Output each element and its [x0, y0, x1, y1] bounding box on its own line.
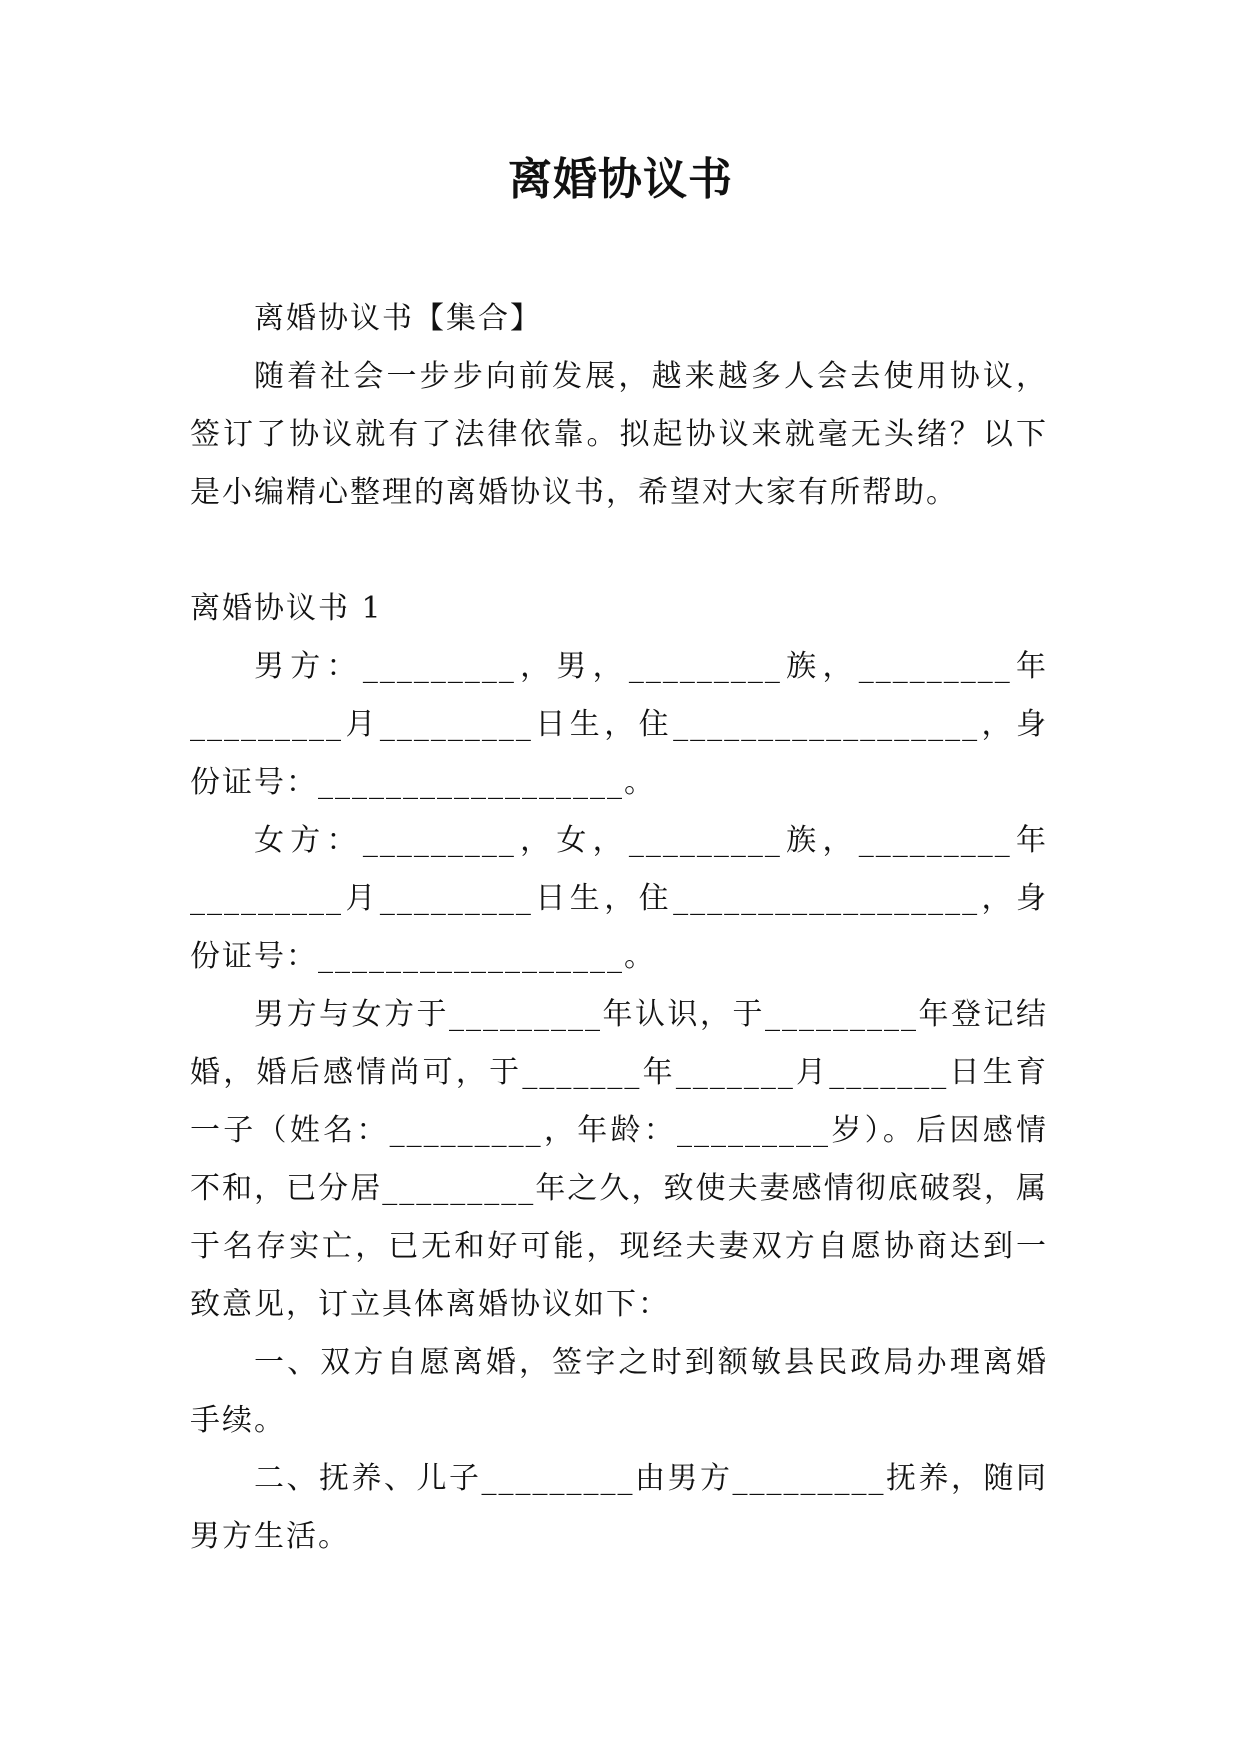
paragraph-spacer [190, 522, 1048, 580]
marriage-background-paragraph: 男方与女方于_________年认识，于_________年登记结婚，婚后感情尚可，于_______年_______月_______日生育一子（姓名：_________，年龄：_________岁）。后因感情不和，已分居_________年之久，致使夫妻感情彻底破裂，属于名存实亡，已无和好可能，现经夫妻双方自愿协商达到一致意见，订立具体离婚协议如下： [190, 997, 1048, 1322]
intro-paragraph: 随着社会一步步向前发展，越来越多人会去使用协议，签订了协议就有了法律依靠。拟起协议来就毫无头绪？以下是小编精心整理的离婚协议书，希望对大家有所帮助。 [190, 359, 1048, 510]
husband-info-paragraph: 男方：_________，男，_________族，_________年_________月_________日生，住__________________，身份证号：__________________。 [190, 649, 1048, 800]
section-heading: 离婚协议书 1 [190, 591, 383, 626]
clause-one-paragraph: 一、双方自愿离婚，签字之时到额敏县民政局办理离婚手续。 [190, 1345, 1048, 1438]
clause-two-paragraph: 二、抚养、儿子_________由男方_________抚养，随同男方生活。 [190, 1461, 1048, 1554]
document-title: 离婚协议书 [508, 154, 733, 205]
subtitle-paragraph: 离婚协议书【集合】 [254, 301, 542, 336]
wife-info-paragraph: 女方：_________，女，_________族，_________年_________月_________日生，住__________________，身份证号：__________________。 [190, 823, 1048, 974]
document-body [190, 290, 1048, 1566]
